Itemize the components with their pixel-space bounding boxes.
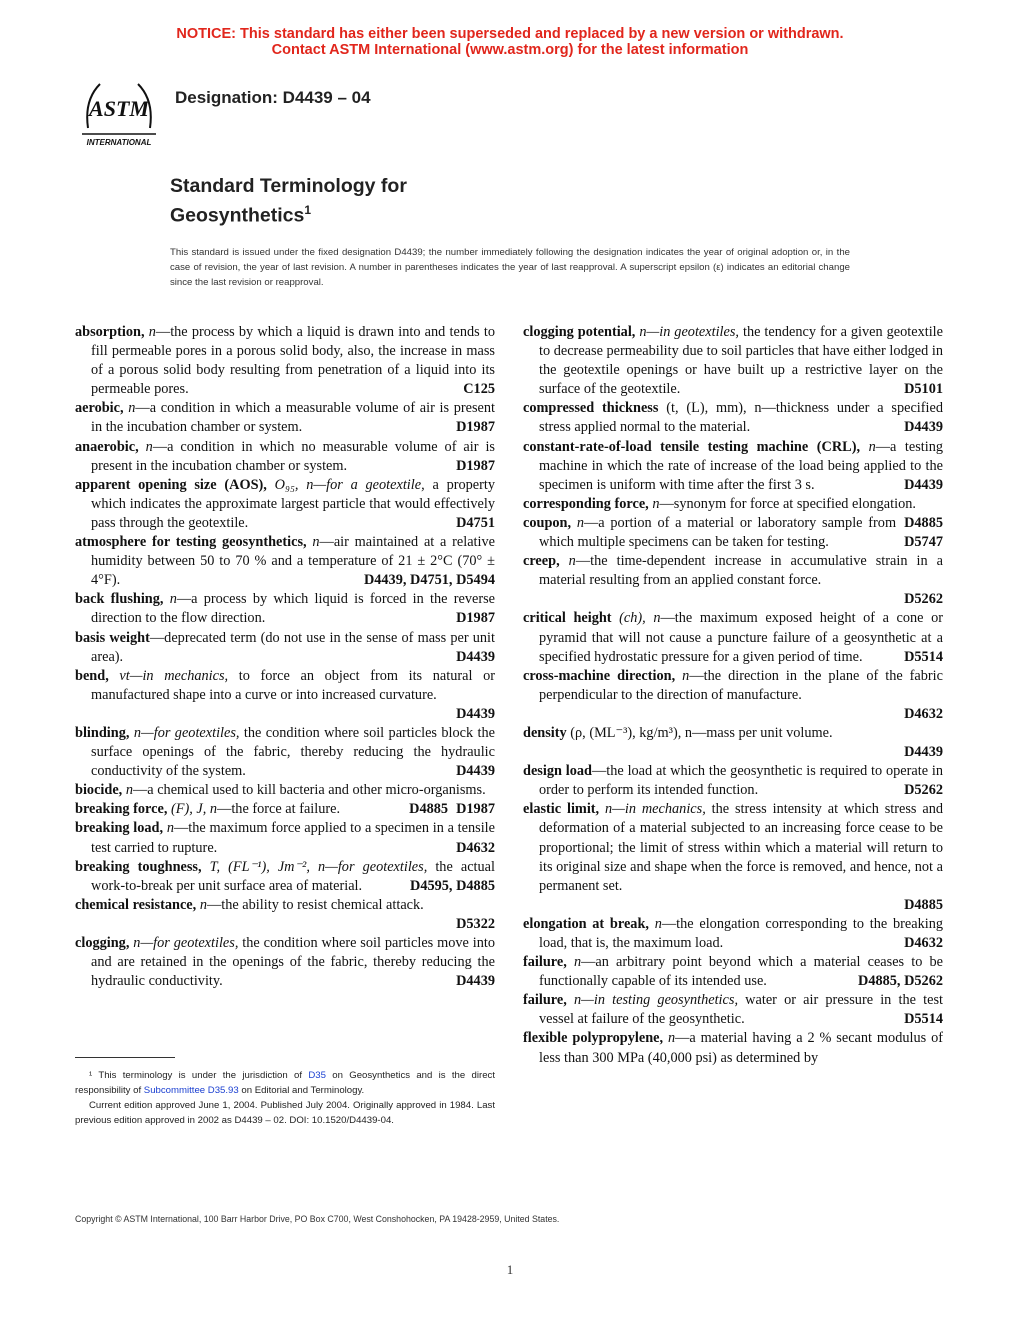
- entry-part-of-speech: n: [654, 915, 662, 932]
- entry-definition: —the ability to resist chemical attack.: [206, 896, 424, 913]
- glossary-entry: [523, 724, 943, 762]
- entry-term: atmosphere for testing geosynthetics,: [75, 534, 307, 551]
- entry-term: anaerobic,: [75, 438, 139, 455]
- entry-definition: the condition where soil particles block the surface openings of the fabric, thereby reducing the hydraulic conductivity of the system.: [91, 724, 496, 780]
- footnote-text-a: ¹ This terminology is under the jurisdiction of: [89, 1070, 309, 1081]
- entry-part-of-speech: n: [148, 324, 156, 340]
- entry-definition: a property which indicates the approximate largest particle that would effectively pass through the geotextile.: [91, 476, 496, 531]
- entry-definition: —air maintained at a relative humidity between 50 to 70 % and a temperature of 21 ± 2°C (70° ± 4°F).: [91, 534, 495, 589]
- issued-statement: This standard is issued under the fixed designation D4439; the number immediately following the designation indicates the year of original adoption or, in the case of revision, the year of last revision. A number in parentheses indicates the year of last reapproval. A superscript epsilon (ε) indicates an editorial change since the last revision or reapproval.: [170, 247, 850, 288]
- entry-definition: —a process by which liquid is forced in the reverse direction to the flow direction.: [91, 591, 495, 627]
- entry-reference: D4439: [456, 763, 495, 780]
- entry-part-of-speech: n: [573, 954, 582, 971]
- astm-logo: [76, 70, 162, 152]
- entry-term: chemical resistance,: [75, 896, 197, 913]
- entry-definition: —the maximum exposed height of a cone or pyramid that will not cause a puncture failure of a geosynthetic at a specified hydrostatic pressure for a given period of time.: [539, 610, 943, 665]
- entry-term: failure,: [523, 992, 567, 1009]
- glossary-entry: [523, 762, 943, 800]
- glossary-entry: [523, 953, 943, 991]
- entry-reference: D4632: [456, 839, 495, 856]
- entry-reference: D4439: [904, 744, 943, 761]
- entry-definition: —a chemical used to kill bacteria and other micro-organisms.: [133, 782, 486, 799]
- entry-term: absorption,: [75, 324, 145, 340]
- entry-definition: —deprecated term (do not use in the sense of mass per unit area).: [91, 629, 495, 665]
- entry-reference: D4439: [456, 648, 495, 665]
- right-column: [523, 323, 943, 1068]
- glossary-entry: [75, 323, 495, 399]
- entry-reference: D4632: [904, 705, 943, 722]
- glossary-entry: [75, 438, 495, 476]
- entry-reference: D4632: [904, 935, 943, 951]
- glossary-entry: [523, 399, 943, 437]
- glossary-entry: [523, 323, 943, 399]
- entry-reference: D5514: [904, 1011, 943, 1028]
- subcommittee-link[interactable]: Subcommittee D35.93: [143, 1085, 239, 1096]
- designation: Designation: D4439 – 04: [175, 88, 371, 107]
- entry-definition: (t, (L), mm), n—thickness under a specified stress applied normal to the material.: [539, 400, 943, 436]
- entry-part-of-speech: n—in geotextiles,: [639, 324, 740, 340]
- footnote-text-c: on Editorial and Terminology.: [238, 1085, 365, 1096]
- entry-reference: D4439, D4751, D5494: [363, 572, 495, 589]
- entry-part-of-speech: n—in mechanics,: [605, 801, 706, 818]
- entry-part-of-speech: n: [128, 400, 136, 417]
- entry-reference: D1987: [456, 419, 495, 436]
- entry-definition: —the elongation corresponding to the breaking load, that is, the maximum load.: [539, 915, 943, 951]
- entry-reference: D4885: [904, 514, 943, 531]
- footnote-edition: Current edition approved June 1, 2004. Published July 2004. Originally approved in 1984. Last previous edition approved in 2002 as D4439 – 02. DOI: 10.1520/D4439-04.: [75, 1100, 495, 1126]
- glossary-entry: [75, 819, 495, 857]
- entry-reference: D5322: [456, 915, 495, 932]
- entry-reference: D1987: [456, 457, 495, 474]
- entry-part-of-speech: vt—in mechanics,: [119, 667, 229, 684]
- glossary-entry: [523, 991, 943, 1029]
- entry-reference: D4595, D4885: [410, 877, 495, 894]
- committee-link[interactable]: D35: [308, 1070, 326, 1081]
- entry-part-of-speech: (F), J, n: [170, 801, 218, 818]
- entry-definition: —the maximum force applied to a specimen in a tensile test carried to rupture.: [91, 820, 495, 856]
- entry-part-of-speech: n: [169, 591, 177, 608]
- entry-definition: to force an object from its natural or manufactured shape into a curve or into increased curvature.: [91, 667, 495, 703]
- entry-term: coupon,: [523, 514, 572, 531]
- entry-reference: D5262: [904, 782, 943, 799]
- notice-line-1: NOTICE: This standard has either been superseded and replaced by a new version or withdrawn.: [176, 26, 844, 42]
- glossary-entry: [75, 800, 495, 819]
- entry-term: elongation at break,: [523, 915, 649, 932]
- entry-definition: the stress intensity at which stress and deformation of a material subjected to an increasing force cease to be proportional; the limit of stress within which a material will return to its original size and shape when the force is removed, and hence, not a permanent set.: [539, 801, 943, 894]
- glossary-entry: [523, 1029, 943, 1067]
- title-footnote-mark: 1: [304, 203, 312, 217]
- title-line-2: Geosynthetics: [170, 204, 305, 227]
- entry-reference: D4885: [904, 896, 943, 913]
- glossary-entry: [523, 552, 943, 609]
- entry-term: flexible polypropylene,: [523, 1030, 664, 1047]
- entry-part-of-speech: O₉₅, n—for a geotextile,: [274, 476, 425, 493]
- entry-part-of-speech: n—for geotextiles,: [133, 724, 240, 741]
- entry-definition: the tendency for a given geotextile to decrease permeability due to soil particles that have either lodged in the geotextile openings or have built up a restrictive layer on the surface of the geotextile.: [539, 324, 944, 398]
- glossary-entry: [523, 609, 943, 666]
- entry-part-of-speech: n: [576, 514, 584, 531]
- glossary-entry: [75, 476, 495, 533]
- entry-term: biocide,: [75, 782, 123, 799]
- entry-term: blinding,: [75, 724, 130, 741]
- entry-reference: D4885: [409, 801, 449, 818]
- entry-definition: —the load at which the geosynthetic is required to operate in order to perform its intended function.: [539, 763, 944, 799]
- notice-banner: [0, 26, 1020, 58]
- entry-definition: water or air pressure in the test vessel at failure of the geosynthetic.: [539, 992, 943, 1028]
- footnote-divider: [75, 1057, 175, 1058]
- footnote-jurisdiction: [75, 1068, 495, 1098]
- glossary-entry: [75, 667, 495, 724]
- glossary-entry: [75, 399, 495, 437]
- entry-reference: D4885, D5262: [858, 973, 943, 990]
- entry-reference: D5514: [904, 648, 943, 665]
- entry-term: density: [523, 724, 567, 741]
- entry-term: breaking toughness,: [75, 858, 202, 875]
- entry-term: failure,: [523, 954, 567, 971]
- entry-part-of-speech: n: [652, 495, 660, 512]
- glossary-entry: [75, 533, 495, 590]
- entry-term: breaking load,: [75, 820, 164, 837]
- entry-part-of-speech: n: [868, 438, 876, 455]
- entry-part-of-speech: T, (FL⁻¹), Jm⁻², n—for geotextiles,: [209, 858, 428, 875]
- entry-term: bend,: [75, 667, 109, 684]
- glossary-entry: [75, 629, 495, 667]
- entry-definition: —a material having a 2 % secant modulus of less than 300 MPa (40,000 psi) as determined by: [539, 1030, 943, 1066]
- entry-term: cross-machine direction,: [523, 667, 676, 684]
- entry-reference: D4439: [904, 419, 943, 436]
- entry-term: clogging,: [75, 935, 130, 951]
- glossary-entry: [75, 858, 495, 896]
- entry-term: breaking force,: [75, 801, 168, 818]
- entry-term: compressed thickness: [523, 400, 659, 417]
- entry-part-of-speech: n: [166, 820, 174, 837]
- astm-logo-sub: INTERNATIONAL: [86, 138, 152, 147]
- entry-term: corresponding force,: [523, 495, 649, 512]
- footnote-text-b: on Geosynthetics and is the direct responsibility of: [75, 1070, 496, 1096]
- entry-part-of-speech: n—for geotextiles,: [133, 935, 239, 951]
- entry-part-of-speech: n: [312, 534, 320, 551]
- entry-term: elastic limit,: [523, 801, 600, 818]
- title-line-2-wrap: [170, 198, 407, 228]
- entry-part-of-speech: n: [145, 438, 153, 455]
- left-column: [75, 323, 495, 991]
- entry-term: aerobic,: [75, 400, 124, 417]
- entry-part-of-speech: n—in testing geosynthetics,: [573, 992, 739, 1009]
- entry-part-of-speech: n: [682, 667, 690, 684]
- entry-reference: D1987: [456, 610, 495, 627]
- entry-reference: D5262: [904, 591, 943, 608]
- entry-definition: (ρ, (ML⁻³), kg/m³), n—mass per unit volume.: [566, 724, 833, 741]
- glossary-entry: [523, 514, 943, 552]
- entry-reference: D4751: [456, 514, 495, 531]
- notice-line-2: Contact ASTM International (www.astm.org) for the latest information: [271, 42, 749, 58]
- glossary-entry: [75, 590, 495, 628]
- entry-definition: —an arbitrary point beyond which a material ceases to be functionally capable of its intended use.: [539, 954, 943, 990]
- entry-definition: the condition where soil particles move into and are retained in the openings of the fabric, thereby reducing the hydraulic conductivity.: [91, 935, 495, 990]
- entry-part-of-speech: n: [667, 1030, 676, 1047]
- entry-definition: —a portion of a material or laboratory sample from which multiple specimens can be taken for testing.: [539, 514, 897, 551]
- entry-reference: D4439: [456, 705, 495, 722]
- entry-part-of-speech: n: [568, 553, 576, 570]
- title-line-1: Standard Terminology for: [170, 175, 407, 197]
- entry-definition: —the time-dependent increase in accumulative strain in a material resulting from an applied constant force.: [539, 553, 943, 589]
- entry-term: creep,: [523, 553, 560, 570]
- entry-definition: —a condition in which a measurable volume of air is present in the incubation chamber or system.: [91, 400, 496, 436]
- glossary-entry: [523, 438, 943, 495]
- entry-reference: D1987: [456, 801, 495, 818]
- entry-reference: D4439: [904, 476, 943, 493]
- entry-definition: the actual work-to-break per unit surface area of material.: [91, 858, 495, 894]
- entry-term: apparent opening size (AOS),: [75, 476, 267, 493]
- entry-definition: —a condition in which no measurable volume of air is present in the incubation chamber or system.: [91, 438, 495, 474]
- glossary-entry: [75, 724, 495, 781]
- entry-term: constant-rate-of-load tensile testing machine (CRL),: [523, 438, 861, 455]
- entry-reference: D4439: [456, 973, 495, 990]
- entry-definition: —the direction in the plane of the fabric perpendicular to the direction of manufacture.: [539, 667, 944, 703]
- astm-logo-letters: ASTM: [89, 96, 149, 121]
- entry-term: critical height: [523, 610, 612, 627]
- glossary-entry: [75, 896, 495, 934]
- glossary-entry: [523, 915, 943, 953]
- glossary-entry: [523, 800, 943, 915]
- entry-reference: D5747: [904, 534, 943, 551]
- entry-term: design load: [523, 763, 592, 780]
- glossary-entry: [75, 934, 495, 991]
- page-title: [170, 174, 407, 228]
- entry-reference: C125: [463, 381, 495, 398]
- entry-part-of-speech: (ch), n: [619, 610, 661, 627]
- glossary-entry: [523, 667, 943, 724]
- entry-term: clogging potential,: [523, 324, 636, 340]
- copyright: Copyright © ASTM International, 100 Barr Harbor Drive, PO Box C700, West Conshohocken, PA 19428-2959, United States.: [75, 1214, 560, 1224]
- entry-term: back flushing,: [75, 591, 164, 608]
- footnote: [75, 1068, 495, 1128]
- entry-reference: D5101: [904, 381, 943, 398]
- entry-part-of-speech: n: [199, 896, 207, 913]
- entry-definition: —the process by which a liquid is drawn into and tends to fill permeable pores in a porous solid body, also, the increase in mass of a porous solid body resulting from penetration of a liquid into its permeable pores.: [91, 324, 495, 398]
- entry-definition: —synonym for force at specified elongation.: [659, 495, 916, 512]
- page-number: 1: [506, 1262, 514, 1277]
- entry-part-of-speech: n: [125, 782, 133, 799]
- entry-definition: —the force at failure.: [217, 801, 341, 818]
- entry-definition: —a testing machine in which the rate of increase of the load being applied to the specimen is uniform with time after the first 3 s.: [539, 438, 944, 493]
- entry-term: basis weight: [75, 629, 150, 646]
